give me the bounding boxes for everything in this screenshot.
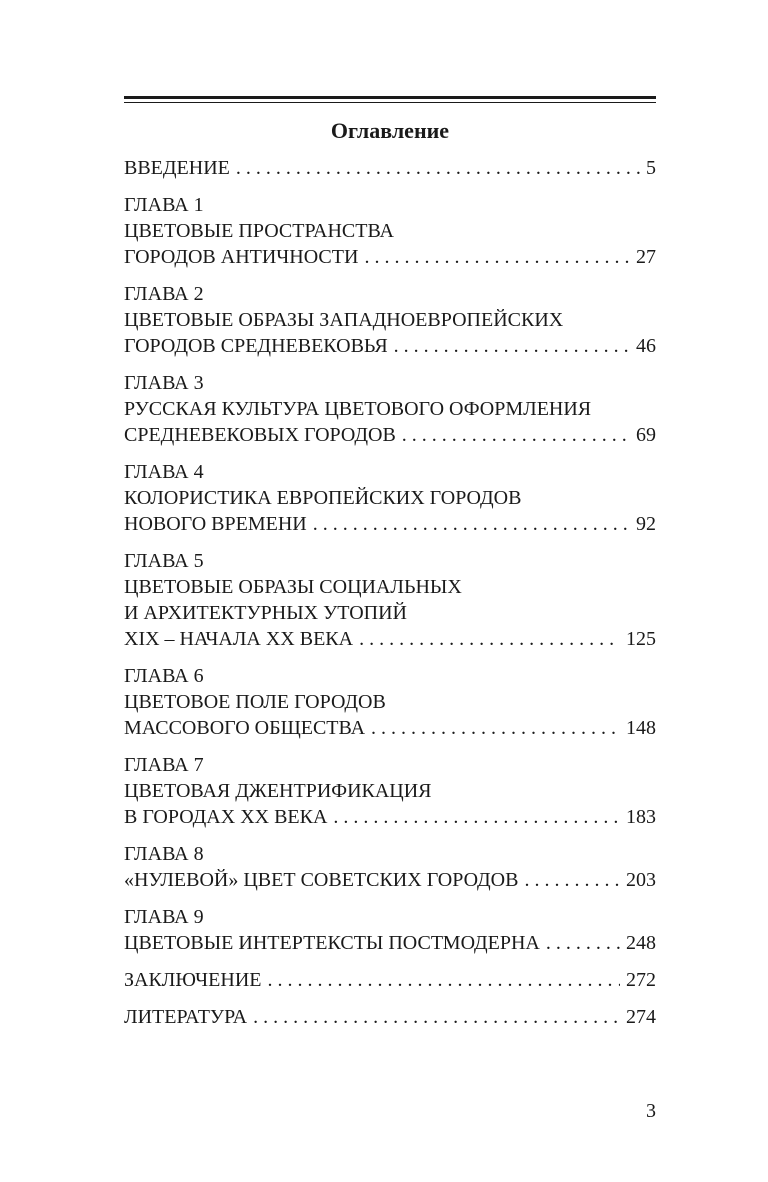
toc-entry-title-line	[124, 1004, 656, 1030]
toc-entry-heading-line: ЦВЕТОВОЕ ПОЛЕ ГОРОДОВ	[124, 691, 386, 713]
toc-entry-chapter-label: ГЛАВА 7	[124, 754, 204, 776]
dot-leader	[364, 244, 630, 270]
toc-entry-heading-line: РУССКАЯ КУЛЬТУРА ЦВЕТОВОГО ОФОРМЛЕНИЯ	[124, 398, 592, 420]
dot-leader	[371, 715, 620, 741]
toc-entry-title: ВВЕДЕНИЕ	[124, 157, 230, 179]
toc-entry-heading-line: И АРХИТЕКТУРНЫХ УТОПИЙ	[124, 602, 407, 624]
toc-entry	[124, 281, 656, 359]
toc-entry-page: 248	[626, 932, 656, 954]
toc-entry-title: ГОРОДОВ СРЕДНЕВЕКОВЬЯ	[124, 335, 388, 357]
dot-leader	[359, 626, 620, 652]
toc-entry-title: ЛИТЕРАТУРА	[124, 1006, 248, 1028]
toc-entry-title: МАССОВОГО ОБЩЕСТВА	[124, 717, 366, 739]
toc-entry-chapter-label: ГЛАВА 4	[124, 461, 204, 483]
toc-entry	[124, 904, 656, 956]
toc-entry-title-line	[124, 930, 656, 956]
toc-entry-title-line	[124, 244, 656, 270]
toc-entry-page: 5	[646, 157, 656, 179]
dot-leader	[394, 333, 630, 359]
header-rule-thin	[124, 102, 656, 103]
toc-entry-chapter-label: ГЛАВА 5	[124, 550, 204, 572]
toc-entry-heading-line: КОЛОРИСТИКА ЕВРОПЕЙСКИХ ГОРОДОВ	[124, 487, 522, 509]
toc-entry	[124, 1004, 656, 1030]
toc-entry-title-line	[124, 155, 656, 181]
toc-entry-chapter-label: ГЛАВА 2	[124, 283, 204, 305]
toc-entry-page: 27	[636, 246, 656, 268]
toc-entry-title-line	[124, 333, 656, 359]
toc-entry-title-line	[124, 422, 656, 448]
toc-entry	[124, 663, 656, 741]
toc-entry	[124, 155, 656, 181]
dot-leader	[313, 511, 630, 537]
toc-entry	[124, 548, 656, 652]
toc-entry-page: 274	[626, 1006, 656, 1028]
toc-entry-title: СРЕДНЕВЕКОВЫХ ГОРОДОВ	[124, 424, 396, 446]
toc-entry-page: 183	[626, 806, 656, 828]
toc-entry-title: В ГОРОДАХ XX ВЕКА	[124, 806, 328, 828]
toc-entry	[124, 370, 656, 448]
toc-entry	[124, 192, 656, 270]
toc-entry-title-line	[124, 967, 656, 993]
toc-entry-title: ЗАКЛЮЧЕНИЕ	[124, 969, 262, 991]
dot-leader	[524, 867, 620, 893]
toc-entry-heading-line: ЦВЕТОВЫЕ ОБРАЗЫ ЗАПАДНОЕВРОПЕЙСКИХ	[124, 309, 564, 331]
toc-entry-title: ГОРОДОВ АНТИЧНОСТИ	[124, 246, 359, 268]
toc-entry-title-line	[124, 715, 656, 741]
toc-entry	[124, 459, 656, 537]
toc-entry-title-line	[124, 867, 656, 893]
toc-entry-page: 92	[636, 513, 656, 535]
toc-entry-title-line	[124, 511, 656, 537]
toc-entry-page: 203	[626, 869, 656, 891]
toc-entry-page: 69	[636, 424, 656, 446]
toc-entry-heading-line: ЦВЕТОВЫЕ ОБРАЗЫ СОЦИАЛЬНЫХ	[124, 576, 462, 598]
toc-entry-chapter-label: ГЛАВА 8	[124, 843, 204, 865]
table-of-contents	[124, 155, 656, 1041]
toc-entry	[124, 752, 656, 830]
dot-leader	[236, 155, 640, 181]
toc-entry-heading-line: ЦВЕТОВАЯ ДЖЕНТРИФИКАЦИЯ	[124, 780, 432, 802]
toc-entry-page: 272	[626, 969, 656, 991]
toc-entry-chapter-label: ГЛАВА 6	[124, 665, 204, 687]
toc-entry-chapter-label: ГЛАВА 3	[124, 372, 204, 394]
toc-entry-title: XIX – НАЧАЛА XX ВЕКА	[124, 628, 354, 650]
toc-entry-page: 148	[626, 717, 656, 739]
toc-entry-heading-line: ЦВЕТОВЫЕ ПРОСТРАНСТВА	[124, 220, 394, 242]
dot-leader	[546, 930, 620, 956]
toc-entry-title-line	[124, 804, 656, 830]
toc-entry-chapter-label: ГЛАВА 9	[124, 906, 204, 928]
dot-leader	[253, 1004, 620, 1030]
toc-title: Оглавление	[330, 118, 450, 143]
toc-entry	[124, 967, 656, 993]
toc-entry-title-line	[124, 626, 656, 652]
toc-entry-chapter-label: ГЛАВА 1	[124, 194, 204, 216]
toc-entry-page: 125	[626, 628, 656, 650]
dot-leader	[402, 422, 630, 448]
toc-entry-title: ЦВЕТОВЫЕ ИНТЕРТЕКСТЫ ПОСТМОДЕРНА	[124, 932, 540, 954]
dot-leader	[267, 967, 620, 993]
header-rule-thick	[124, 96, 656, 99]
toc-entry-page: 46	[636, 335, 656, 357]
toc-entry	[124, 841, 656, 893]
page-number: 3	[646, 1100, 656, 1122]
toc-entry-title: НОВОГО ВРЕМЕНИ	[124, 513, 307, 535]
dot-leader	[333, 804, 620, 830]
toc-entry-title: «НУЛЕВОЙ» ЦВЕТ СОВЕТСКИХ ГОРОДОВ	[124, 869, 519, 891]
